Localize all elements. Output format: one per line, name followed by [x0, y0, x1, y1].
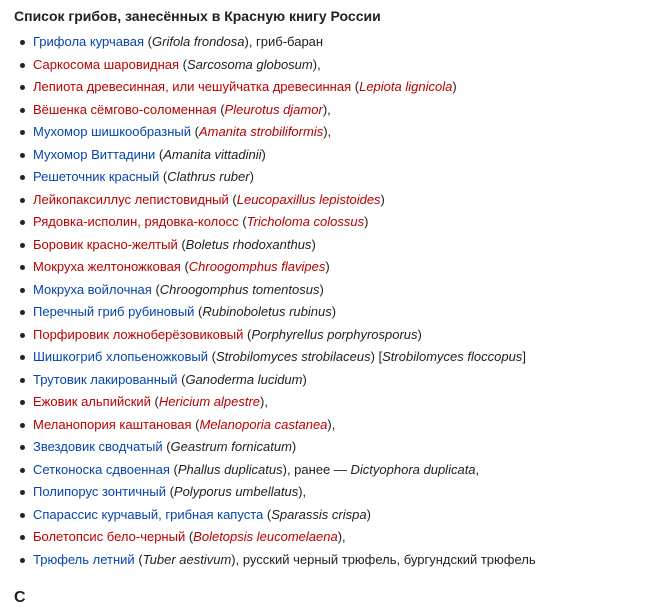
item-text: (	[155, 146, 164, 162]
bullet-icon	[20, 400, 25, 405]
item-text: (	[165, 484, 174, 499]
latin-name: Sarcosoma globosum	[187, 56, 313, 72]
item-text: )	[291, 439, 297, 454]
item-text: (	[159, 169, 168, 184]
list-item	[0, 189, 536, 212]
bullet-icon	[20, 198, 25, 203]
latin-name: Sparassis crispa	[271, 506, 367, 522]
species-name-link[interactable]: Грифола курчавая	[33, 34, 145, 49]
list-item	[0, 99, 536, 122]
list-item	[0, 234, 536, 257]
list-item	[0, 211, 536, 234]
species-name-link[interactable]: Боровик красно-желтый	[33, 236, 178, 252]
bullet-icon	[20, 40, 25, 45]
item-text: (	[191, 416, 200, 432]
list-item	[0, 391, 536, 414]
item-text: )	[325, 259, 330, 274]
species-name-link[interactable]: Решеточник красный	[33, 169, 160, 184]
bullet-icon	[20, 333, 25, 338]
bullet-icon	[20, 513, 25, 518]
latin-name-link[interactable]: Lepiota lignicola	[359, 79, 453, 94]
latin-name: Clathrus ruber	[167, 169, 250, 184]
item-text: ),	[323, 124, 332, 139]
item-text: ,	[475, 461, 480, 477]
list-item	[0, 301, 536, 324]
latin-name: Ganoderma lucidum	[185, 371, 303, 387]
species-name-link[interactable]: Рядовка-исполин, рядовка-колосс	[33, 214, 239, 229]
item-text: (	[177, 371, 186, 387]
list-item	[0, 346, 536, 369]
list-item	[0, 279, 536, 302]
bullet-icon	[20, 85, 25, 90]
latin-name: Strobilomyces strobilaceus	[215, 349, 371, 364]
item-text: )	[364, 214, 369, 229]
item-text: (	[238, 214, 247, 229]
species-name-link[interactable]: Мухомор шишкообразный	[33, 124, 191, 139]
bullet-icon	[20, 288, 25, 293]
item-text: (	[150, 394, 159, 409]
item-text: (	[191, 124, 199, 139]
species-name-link[interactable]: Лепиота древесинная, или чешуйчатка древесинная	[33, 79, 352, 94]
item-text: ),	[312, 56, 321, 72]
item-text: (	[177, 236, 186, 252]
bullet-icon	[20, 535, 25, 540]
page-title: Список грибов, занесённых в Красную книгу России	[14, 8, 381, 24]
item-text: ),	[327, 416, 336, 432]
species-name-link[interactable]: Трюфель летний	[33, 551, 135, 567]
species-name-link[interactable]: Спарассис курчавый, грибная капуста	[33, 506, 264, 522]
item-text: (	[179, 56, 187, 72]
species-name-link[interactable]: Лейкопаксиллус лепистовидный	[33, 191, 229, 207]
bullet-icon	[20, 490, 25, 495]
list-item	[0, 504, 536, 527]
item-text: (	[162, 439, 171, 454]
item-text: (	[351, 79, 360, 94]
bullet-icon	[20, 423, 25, 428]
latin-name-link[interactable]: Melanoporia castanea	[199, 416, 328, 432]
item-text: (	[134, 551, 143, 567]
item-text: )	[366, 506, 371, 522]
bullet-icon	[20, 243, 25, 248]
list-item	[0, 526, 536, 549]
item-text: ), гриб-баран	[244, 34, 324, 49]
item-text: )	[417, 326, 422, 342]
latin-name: Rubinoboletus rubinus	[202, 304, 332, 319]
item-text: ),	[337, 529, 346, 544]
latin-name-link[interactable]: Chroogomphus flavipes	[188, 259, 326, 274]
latin-name-link[interactable]: Tricholoma colossus	[246, 214, 365, 229]
item-text: (	[228, 191, 237, 207]
species-name-link[interactable]: Вёшенка сёмгово-соломенная	[33, 101, 217, 117]
bullet-icon	[20, 310, 25, 315]
item-text: ),	[298, 484, 307, 499]
item-text: (	[194, 304, 203, 319]
list-item	[0, 54, 536, 77]
list-item	[0, 369, 536, 392]
latin-name-link[interactable]: Pleurotus djamor	[224, 101, 323, 117]
species-list	[0, 31, 536, 571]
bullet-icon	[20, 355, 25, 360]
item-text: (	[169, 461, 178, 477]
species-name-link[interactable]: Ежовик альпийский	[33, 394, 151, 409]
species-name-link[interactable]: Шишкогриб хлопьеножковый	[33, 349, 208, 364]
list-item	[0, 549, 536, 572]
item-text: ),	[322, 101, 331, 117]
latin-name: Grifola frondosa	[152, 34, 245, 49]
item-text: (	[144, 34, 152, 49]
item-text: (	[208, 349, 216, 364]
latin-name: Strobilomyces floccopus	[382, 349, 523, 364]
bullet-icon	[20, 220, 25, 225]
latin-name: Porphyrellus porphyrosporus	[251, 326, 418, 342]
item-text: ]	[522, 349, 526, 364]
species-name-link[interactable]: Звездовик сводчатый	[33, 439, 163, 454]
list-item	[0, 324, 536, 347]
species-name-link[interactable]: Мокруха войлочная	[33, 281, 152, 297]
item-text: ),	[260, 394, 268, 409]
species-name-link[interactable]: Порфировик ложноберёзовиковый	[33, 326, 244, 342]
item-text: (	[180, 259, 189, 274]
bullet-icon	[20, 378, 25, 383]
latin-name: Polyporus umbellatus	[173, 484, 299, 499]
item-text: )	[261, 146, 266, 162]
bullet-icon	[20, 130, 25, 135]
item-text: )	[249, 169, 254, 184]
item-text: )	[380, 191, 385, 207]
latin-name: Chroogomphus tomentosus	[159, 281, 320, 297]
latin-name: Geastrum fornicatum	[170, 439, 292, 454]
list-item	[0, 436, 536, 459]
latin-name: Dictyophora duplicata	[350, 461, 476, 477]
list-item	[0, 121, 536, 144]
list-item	[0, 256, 536, 279]
bullet-icon	[20, 108, 25, 113]
species-name-link[interactable]: Мухомор Виттадини	[33, 146, 156, 162]
list-item	[0, 481, 536, 504]
item-text: ), ранее —	[282, 461, 351, 477]
item-text: )	[311, 236, 316, 252]
bullet-icon	[20, 153, 25, 158]
species-name-link[interactable]: Полипорус зонтичный	[33, 484, 166, 499]
latin-name: Boletus rhodoxanthus	[185, 236, 312, 252]
item-text: (	[243, 326, 252, 342]
species-name-link[interactable]: Болетопсис бело-черный	[33, 529, 186, 544]
item-text: )	[302, 371, 307, 387]
item-text: (	[151, 281, 160, 297]
list-item	[0, 414, 536, 437]
list-item	[0, 76, 536, 99]
species-name-link[interactable]: Перечный гриб рубиновый	[33, 304, 195, 319]
item-text: )	[452, 79, 457, 94]
list-item	[0, 459, 536, 482]
bullet-icon	[20, 445, 25, 450]
species-name-link[interactable]: Сетконоска сдвоенная	[33, 461, 170, 477]
latin-name-link[interactable]: Boletopsis leucomelaena	[193, 529, 338, 544]
bullet-icon	[20, 63, 25, 68]
item-text: ) [	[370, 349, 383, 364]
species-name-link[interactable]: Мокруха желтоножковая	[33, 259, 181, 274]
list-item	[0, 166, 536, 189]
species-name-link[interactable]: Меланопория каштановая	[33, 416, 192, 432]
list-item	[0, 31, 536, 54]
next-heading-partial: С	[14, 589, 26, 606]
bullet-icon	[20, 558, 25, 563]
bullet-icon	[20, 468, 25, 473]
latin-name: Tuber aestivum	[142, 551, 232, 567]
bullet-icon	[20, 265, 25, 270]
item-text: (	[216, 101, 225, 117]
bullet-icon	[20, 175, 25, 180]
latin-name-link[interactable]: Hericium alpestre	[158, 394, 261, 409]
species-name-link[interactable]: Трутовик лакированный	[33, 371, 178, 387]
item-text: ), русский черный трюфель, бургундский трюфель	[231, 551, 536, 567]
species-name-link[interactable]: Саркосома шаровидная	[33, 56, 180, 72]
item-text: )	[319, 281, 324, 297]
latin-name-link[interactable]: Leucopaxillus lepistoides	[236, 191, 381, 207]
latin-name: Amanita vittadinii	[163, 146, 262, 162]
latin-name: Phallus duplicatus	[177, 461, 283, 477]
latin-name-link[interactable]: Amanita strobiliformis	[198, 124, 324, 139]
list-item	[0, 144, 536, 167]
item-text: (	[185, 529, 194, 544]
item-text: (	[263, 506, 272, 522]
item-text: )	[331, 304, 337, 319]
